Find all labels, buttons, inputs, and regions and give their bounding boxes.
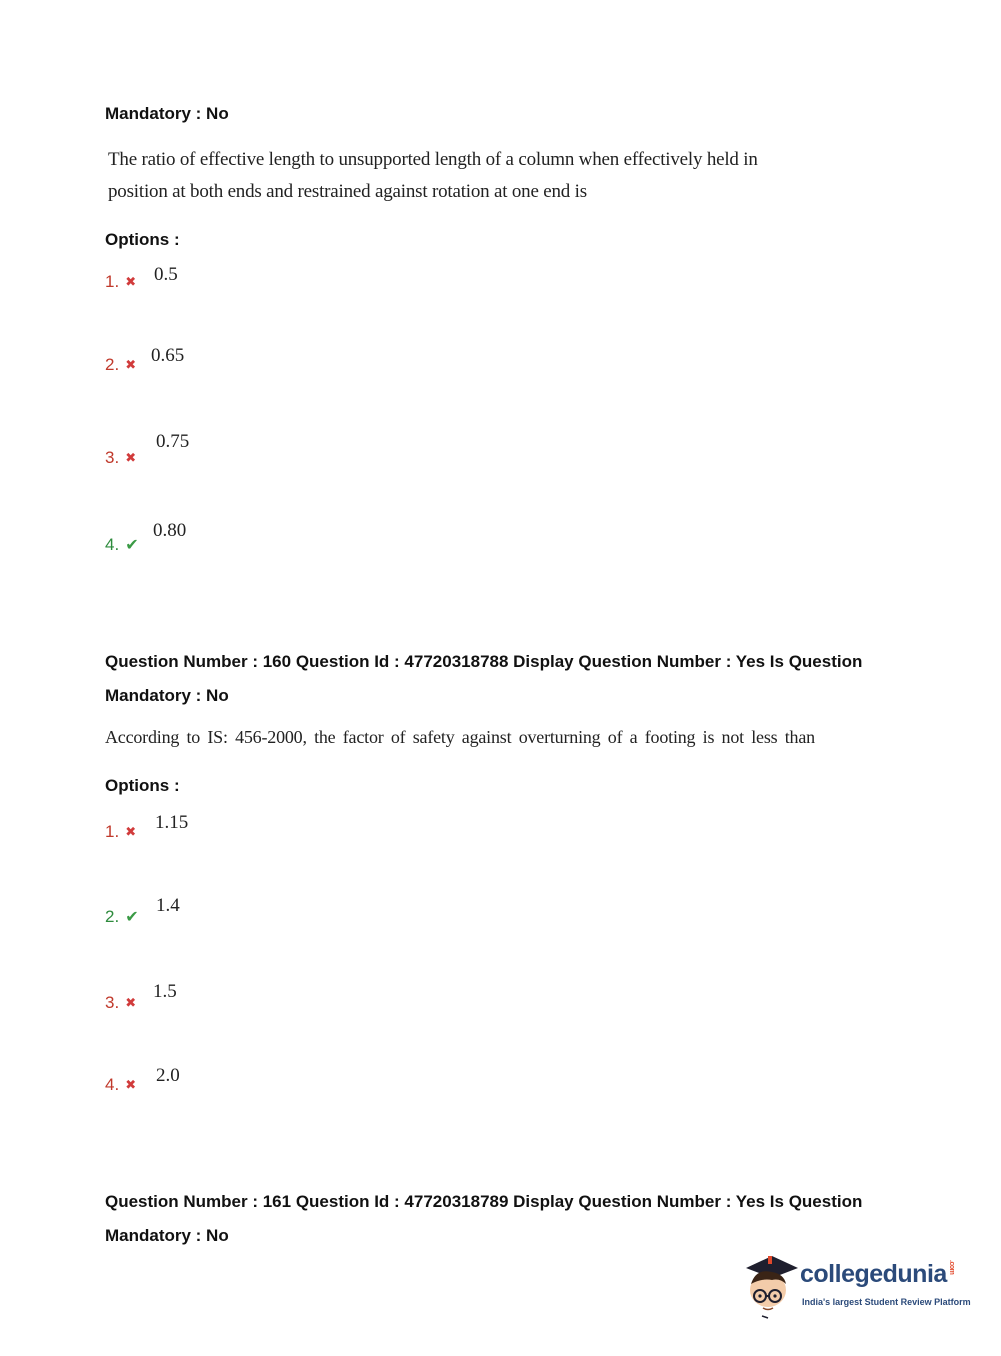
q159-text-line1: The ratio of effective length to unsupported length of a column when effectively held in	[108, 149, 758, 170]
q160-option-2-value: 1.4	[156, 895, 180, 916]
q159-mandatory: Mandatory : No	[105, 104, 229, 123]
q161-header: Question Number : 161 Question Id : 47720318789 Display Question Number : Yes Is Question	[105, 1192, 863, 1211]
q160-option-3	[105, 993, 136, 1013]
q160-option-1	[105, 822, 136, 842]
q160-mandatory: Mandatory : No	[105, 686, 229, 705]
q160-options-label: Options :	[105, 776, 180, 795]
q161-mandatory: Mandatory : No	[105, 1226, 229, 1245]
logo-tagline: India's largest Student Review Platform	[802, 1297, 971, 1307]
q160-option-3-value: 1.5	[153, 981, 177, 1002]
q159-option-1-value: 0.5	[154, 264, 178, 285]
collegedunia-logo[interactable]	[742, 1250, 972, 1320]
option-number: 1.	[105, 272, 120, 291]
cross-mark-icon: ✖	[125, 1077, 137, 1092]
q160-text: According to IS: 456-2000, the factor of safety against overturning of a footing is not less than	[105, 727, 815, 747]
logo-wordmark: collegedunia.com	[800, 1260, 955, 1288]
option-number: 4.	[105, 535, 120, 554]
q159-option-1	[105, 272, 136, 292]
cross-mark-icon: ✖	[125, 824, 137, 839]
mascot-icon	[742, 1250, 802, 1320]
q160-header: Question Number : 160 Question Id : 47720318788 Display Question Number : Yes Is Question	[105, 652, 863, 671]
check-mark-icon: ✔	[125, 909, 139, 926]
q159-option-2-value: 0.65	[151, 345, 185, 366]
option-number: 2.	[105, 355, 120, 374]
q159-option-3-value: 0.75	[156, 431, 190, 452]
check-mark-icon: ✔	[125, 537, 139, 554]
q159-text-line2: position at both ends and restrained against rotation at one end is	[108, 181, 587, 202]
q160-option-1-value: 1.15	[155, 812, 189, 833]
option-number: 2.	[105, 907, 120, 926]
option-number: 3.	[105, 448, 120, 467]
logo-domain: .com	[947, 1260, 955, 1275]
q159-options-label: Options :	[105, 230, 180, 249]
cross-mark-icon: ✖	[125, 357, 137, 372]
cross-mark-icon: ✖	[125, 995, 137, 1010]
cross-mark-icon: ✖	[125, 450, 137, 465]
q159-option-2	[105, 355, 136, 375]
option-number: 4.	[105, 1075, 120, 1094]
option-number: 1.	[105, 822, 120, 841]
q160-option-4-value: 2.0	[156, 1065, 180, 1086]
q159-option-4	[105, 535, 139, 555]
cross-mark-icon: ✖	[125, 274, 137, 289]
q160-option-2	[105, 907, 139, 927]
option-number: 3.	[105, 993, 120, 1012]
q160-option-4	[105, 1075, 136, 1095]
q159-option-3	[105, 448, 136, 468]
q159-option-4-value: 0.80	[153, 520, 187, 541]
